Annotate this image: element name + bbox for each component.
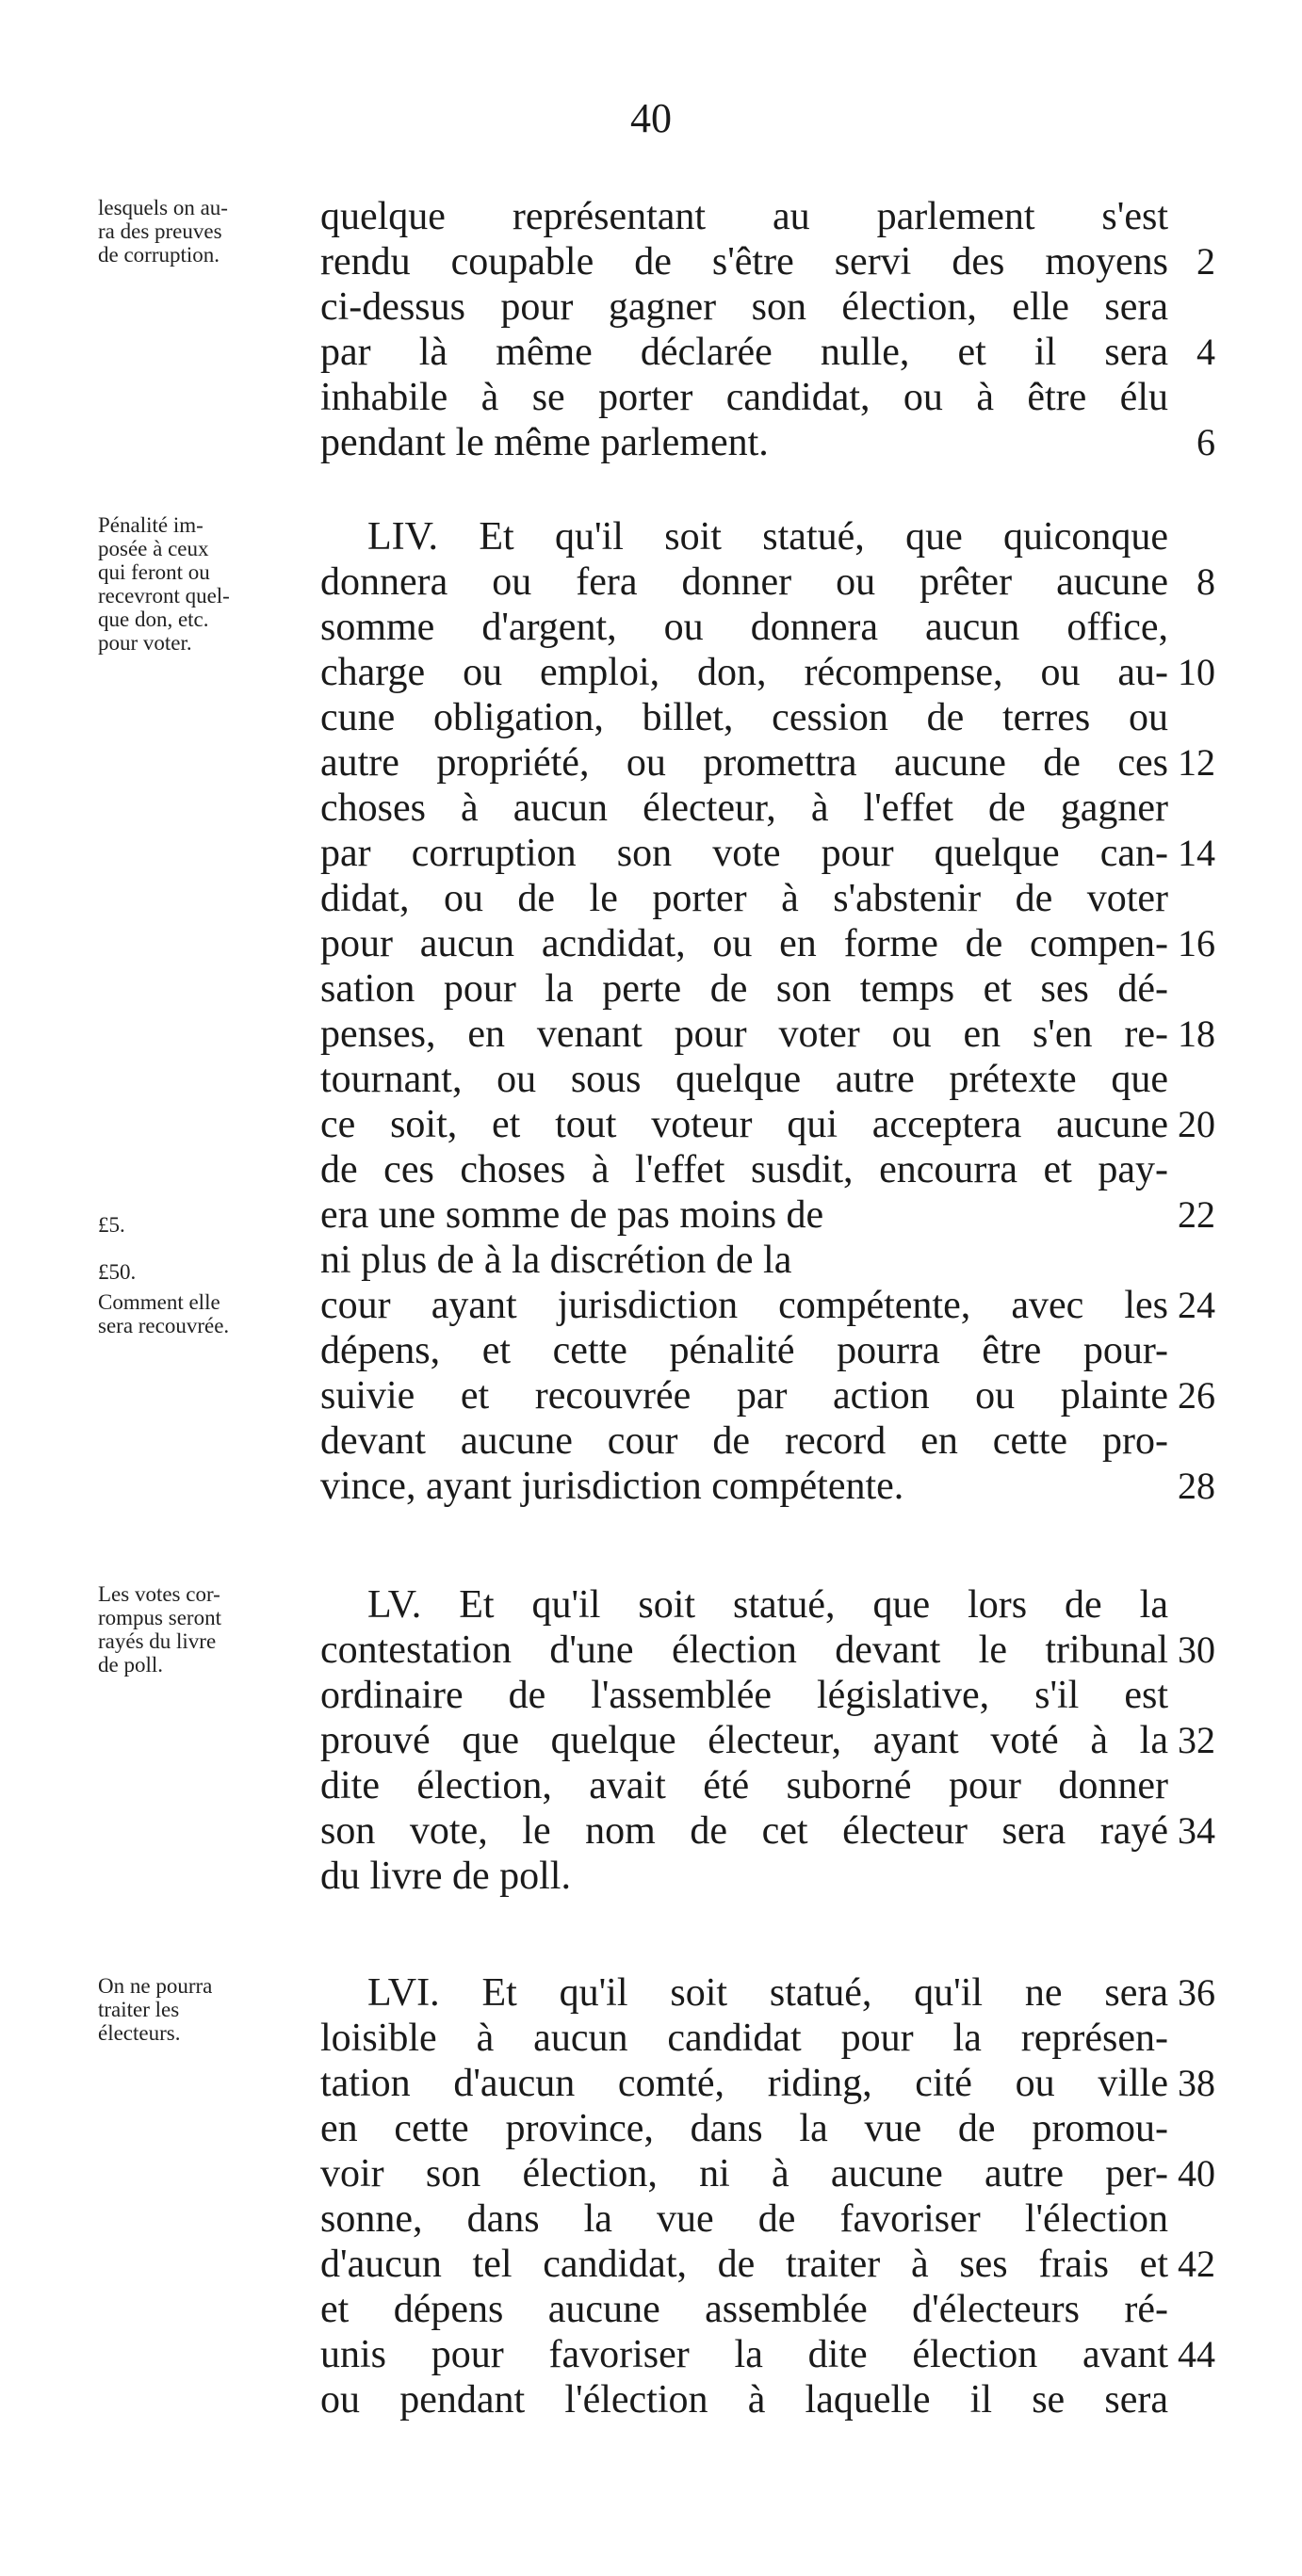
text-line: somme d'argent, ou donnera aucun office, [320, 606, 1168, 649]
text-line: penses, en venant pour voter ou en s'en re- [320, 1013, 1168, 1056]
margin-note-line: posée à ceux [98, 537, 209, 560]
margin-note-line: pour voter. [98, 631, 192, 655]
text-line: donnera ou fera donner ou prêter aucune [320, 560, 1168, 604]
text-line: ce soit, et tout voteur qui acceptera aucune [320, 1103, 1168, 1146]
line-number: 26 [1178, 1374, 1215, 1417]
margin-note-line: Comment elle [98, 1290, 220, 1314]
margin-note-line: rompus seront [98, 1606, 221, 1629]
text-line-fragment: ni plus de à la discrétion de la [320, 1239, 792, 1282]
margin-note-amount-max [98, 1260, 301, 1284]
margin-note-recovery [98, 1290, 301, 1337]
line-number: 12 [1178, 741, 1215, 784]
line-number: 24 [1178, 1284, 1215, 1326]
line-number: 2 [1196, 240, 1215, 283]
margin-note-line: On ne pourra [98, 1974, 213, 1998]
section-heading-line: LIV. Et qu'il soit statué, que quiconque [367, 515, 1168, 559]
text-line: dépens, et cette pénalité pourra être pour- [320, 1329, 1168, 1372]
text-line: sation pour la perte de son temps et ses dé- [320, 967, 1168, 1011]
text-line: pendant le même parlement. [320, 421, 769, 464]
margin-note-line: que don, etc. [98, 608, 209, 631]
text-line: son vote, le nom de cet électeur sera rayé [320, 1809, 1168, 1853]
text-line: pour aucun acndidat, ou en forme de compen- [320, 922, 1168, 965]
text-line [320, 1238, 1168, 1283]
text-line: cour ayant jurisdiction compétente, avec les [320, 1284, 1168, 1327]
line-number: 34 [1178, 1809, 1215, 1852]
text-line: era une somme de pas moins de [320, 1193, 824, 1237]
line-number: 30 [1178, 1628, 1215, 1671]
margin-note-corruption-proof [98, 196, 301, 267]
margin-note-line: rayés du livre [98, 1629, 217, 1653]
text-line: autre propriété, ou promettra aucune de ces [320, 741, 1168, 785]
margin-note-line: ra des preuves [98, 219, 222, 243]
line-number: 36 [1178, 1971, 1215, 2014]
section-heading-line: LV. Et qu'il soit statué, que lors de la [367, 1583, 1168, 1627]
margin-note-line: lesquels on au- [98, 196, 228, 219]
margin-note-line: £50. [98, 1260, 137, 1284]
text-line: voir son élection, ni à aucune autre per- [320, 2152, 1168, 2195]
text-line: dite élection, avait été suborné pour donner [320, 1764, 1168, 1807]
text-line: devant aucune cour de record en cette pro- [320, 1419, 1168, 1463]
text-line: loisible à aucun candidat pour la représen- [320, 2017, 1168, 2060]
margin-note-corrupt-votes [98, 1582, 301, 1677]
text-line: tournant, ou sous quelque autre prétexte que [320, 1058, 1168, 1101]
line-number: 14 [1178, 832, 1215, 874]
text-line: charge ou emploi, don, récompense, ou au- [320, 651, 1168, 694]
line-number: 8 [1196, 560, 1215, 603]
text-line: cune obligation, billet, cession de terres ou [320, 696, 1168, 739]
text-line: de ces choses à l'effet susdit, encourra et pay- [320, 1148, 1168, 1191]
line-number: 22 [1178, 1193, 1215, 1236]
text-line: par là même déclarée nulle, et il sera [320, 331, 1168, 374]
margin-note-line: £5. [98, 1213, 125, 1237]
section-heading-line: LVI. Et qu'il soit statué, qu'il ne sera [367, 1971, 1168, 2015]
margin-note-line: électeurs. [98, 2021, 181, 2045]
margin-note-line: traiter les [98, 1998, 180, 2021]
text-line: contestation d'une élection devant le tribunal [320, 1628, 1168, 1672]
text-line: ou pendant l'élection à laquelle il se sera [320, 2378, 1168, 2422]
line-number: 38 [1178, 2062, 1215, 2104]
text-line: sonne, dans la vue de favoriser l'élection [320, 2197, 1168, 2241]
line-number: 32 [1178, 1719, 1215, 1761]
margin-note-line: Pénalité im- [98, 513, 203, 537]
margin-note-amount-min [98, 1213, 301, 1237]
margin-note-line: recevront quel- [98, 584, 230, 608]
line-number: 40 [1178, 2152, 1215, 2195]
line-number: 4 [1196, 331, 1215, 373]
margin-note-penalty [98, 513, 301, 655]
margin-note-line: qui feront ou [98, 560, 210, 584]
text-line: ordinaire de l'assemblée législative, s'il est [320, 1674, 1168, 1717]
text-line: d'aucun tel candidat, de traiter à ses frais et [320, 2243, 1168, 2286]
text-line: ci-dessus pour gagner son élection, elle sera [320, 285, 1168, 329]
text-line: du livre de poll. [320, 1855, 571, 1898]
line-number: 44 [1178, 2333, 1215, 2375]
line-number: 16 [1178, 922, 1215, 964]
margin-note-treating [98, 1974, 301, 2045]
line-number: 42 [1178, 2243, 1215, 2285]
page-number: 40 [630, 95, 672, 141]
text-line: inhabile à se porter candidat, ou à être élu [320, 376, 1168, 419]
text-line: choses à aucun électeur, à l'effet de gagner [320, 786, 1168, 830]
margin-note-line: Les votes cor- [98, 1582, 220, 1606]
text-line: rendu coupable de s'être servi des moyens [320, 240, 1168, 284]
text-line: prouvé que quelque électeur, ayant voté à la [320, 1719, 1168, 1762]
text-line: par corruption son vote pour quelque can- [320, 832, 1168, 875]
text-line: unis pour favoriser la dite élection avant [320, 2333, 1168, 2376]
line-number: 28 [1178, 1465, 1215, 1507]
margin-note-line: de corruption. [98, 243, 220, 267]
line-number: 18 [1178, 1013, 1215, 1055]
text-line: et dépens aucune assemblée d'électeurs ré- [320, 2288, 1168, 2331]
text-line: tation d'aucun comté, riding, cité ou ville [320, 2062, 1168, 2105]
line-number: 20 [1178, 1103, 1215, 1145]
margin-note-line: sera recouvrée. [98, 1314, 230, 1337]
text-line: en cette province, dans la vue de promou- [320, 2107, 1168, 2150]
margin-note-line: de poll. [98, 1653, 163, 1677]
text-line: quelque représentant au parlement s'est [320, 195, 1168, 238]
line-number: 10 [1178, 651, 1215, 693]
line-number: 6 [1196, 421, 1215, 463]
text-line: vince, ayant jurisdiction compétente. [320, 1465, 904, 1508]
text-line: didat, ou de le porter à s'abstenir de voter [320, 877, 1168, 920]
text-line: suivie et recouvrée par action ou plainte [320, 1374, 1168, 1418]
